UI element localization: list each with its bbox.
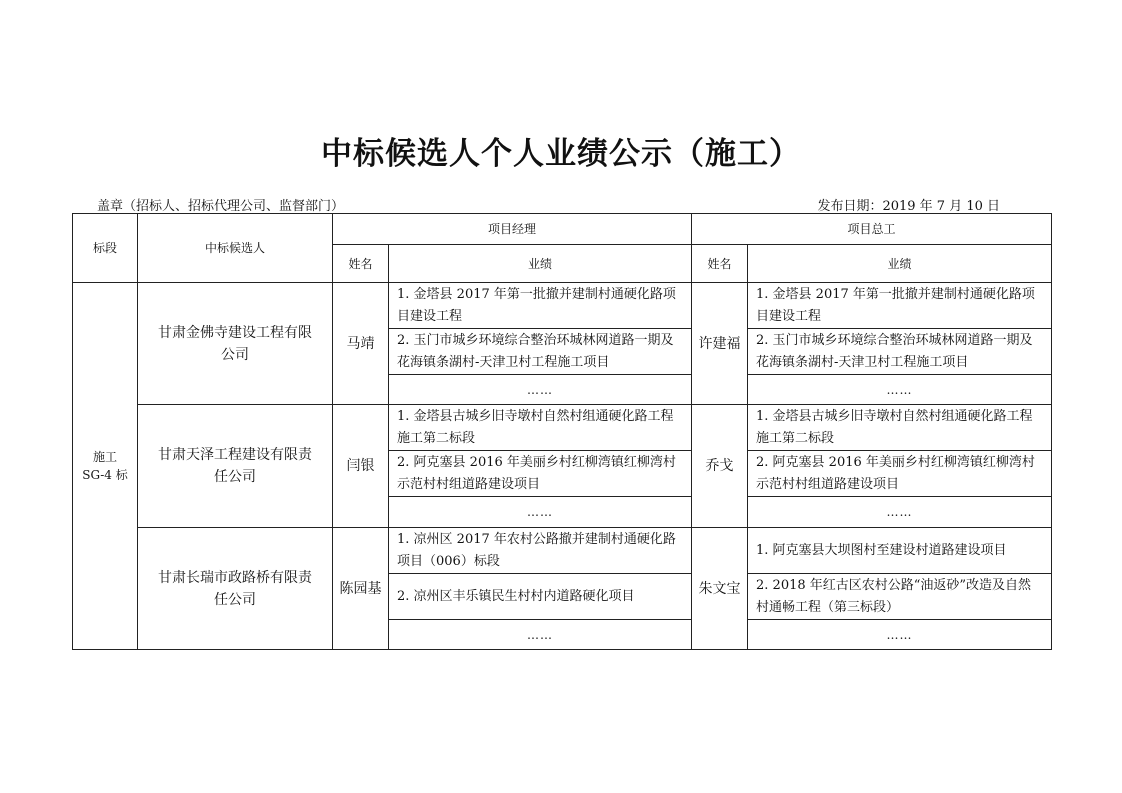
publish-date: 发布日期：2019 年 7 月 10 日 [817, 199, 1000, 214]
page-title: 中标候选人个人业绩公示（施工） [321, 136, 801, 172]
te-performance-item: 1. 金塔县古城乡旧寺墩村自然村组通硬化路工程施工第二标段 [748, 405, 1052, 451]
pm-name: 闫银 [333, 405, 389, 528]
te-performance-item: 2. 玉门市城乡环境综合整治环城林网道路一期及花海镇条湖村-天津卫村工程施工项目 [748, 329, 1052, 375]
header-te-name: 姓名 [692, 245, 748, 283]
section-line2: SG-4 标 [82, 468, 128, 482]
pm-performance-item: 2. 阿克塞县 2016 年美丽乡村红柳湾镇红柳湾村示范村村组道路建设项目 [389, 451, 692, 497]
te-performance-ellipsis: …… [748, 620, 1052, 650]
header-pm-name: 姓名 [333, 245, 389, 283]
section-cell [73, 283, 138, 650]
pm-performance-ellipsis: …… [389, 497, 692, 528]
performance-table [72, 213, 1052, 650]
header-te-performance: 业绩 [748, 245, 1052, 283]
pm-performance-item: 1. 凉州区 2017 年农村公路撤并建制村通硬化路项目（006）标段 [389, 528, 692, 574]
pm-performance-item: 2. 凉州区丰乐镇民生村村内道路硬化项目 [389, 574, 692, 620]
te-performance-item: 1. 金塔县 2017 年第一批撤并建制村通硬化路项目建设工程 [748, 283, 1052, 329]
header-technical-engineer: 项目总工 [692, 214, 1052, 245]
te-performance-item: 1. 阿克塞县大坝图村至建设村道路建设项目 [748, 528, 1052, 574]
header-project-manager: 项目经理 [333, 214, 692, 245]
candidate-name: 甘肃天泽工程建设有限责任公司 [138, 405, 333, 528]
pm-performance-ellipsis: …… [389, 620, 692, 650]
te-performance-ellipsis: …… [748, 375, 1052, 405]
pm-performance-ellipsis: …… [389, 375, 692, 405]
section-line1: 施工 [92, 450, 117, 464]
pm-name: 马靖 [333, 283, 389, 405]
pm-performance-item: 1. 金塔县 2017 年第一批撤并建制村通硬化路项目建设工程 [389, 283, 692, 329]
header-candidate: 中标候选人 [138, 214, 333, 283]
header-pm-performance: 业绩 [389, 245, 692, 283]
te-name: 朱文宝 [692, 528, 748, 650]
header-section: 标段 [73, 214, 138, 283]
te-name: 乔戈 [692, 405, 748, 528]
stamp-label: 盖章（招标人、招标代理公司、监督部门） [97, 199, 345, 214]
te-name: 许建福 [692, 283, 748, 405]
pm-performance-item: 1. 金塔县古城乡旧寺墩村自然村组通硬化路工程施工第二标段 [389, 405, 692, 451]
pm-name: 陈园基 [333, 528, 389, 650]
te-performance-item: 2. 2018 年红古区农村公路“油返砂”改造及自然村通畅工程（第三标段） [748, 574, 1052, 620]
candidate-name: 甘肃长瑞市政路桥有限责任公司 [138, 528, 333, 650]
te-performance-ellipsis: …… [748, 497, 1052, 528]
candidate-name: 甘肃金佛寺建设工程有限公司 [138, 283, 333, 405]
pm-performance-item: 2. 玉门市城乡环境综合整治环城林网道路一期及花海镇条湖村-天津卫村工程施工项目 [389, 329, 692, 375]
te-performance-item: 2. 阿克塞县 2016 年美丽乡村红柳湾镇红柳湾村示范村村组道路建设项目 [748, 451, 1052, 497]
